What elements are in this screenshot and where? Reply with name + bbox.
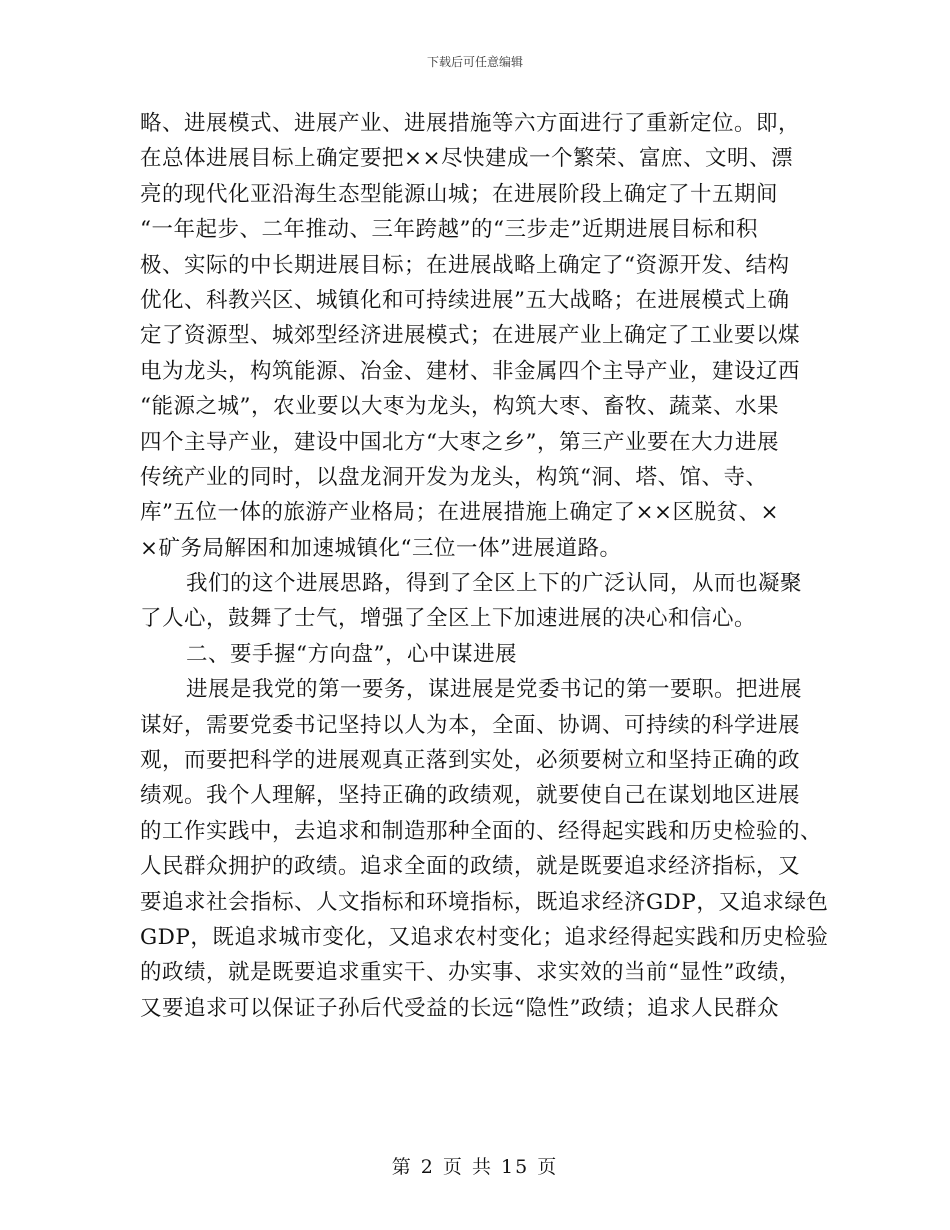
text-line: 绩观。我个人理解，坚持正确的政绩观，就要使自己在谋划地区进展 [140, 783, 801, 809]
text-line: 又要追求可以保证子孙后代受益的长远“隐性”政绩；追求人民群众 [140, 995, 779, 1021]
text-line: 人民群众拥护的政绩。追求全面的政绩，就是既要追求经济指标，又 [140, 854, 801, 880]
text-line: ×矿务局解困和加速城镇化“三位一体”进展道路。 [140, 535, 622, 561]
text-line: 的工作实践中，去追求和制造那种全面的、经得起实践和历史检验的、 [140, 818, 823, 844]
text-line: 观，而要把科学的进展观真正落到实处，必须要树立和坚持正确的政 [140, 748, 801, 774]
text-line: 的政绩，就是既要追求重实干、办实事、求实效的当前“显性”政绩， [140, 960, 801, 986]
text-line: “能源之城”，农业要以大枣为龙头，构筑大枣、畜牧、蔬菜、水果 [140, 394, 779, 420]
text-line: 谋好，需要党委书记坚持以人为本，全面、协调、可持续的科学进展 [140, 712, 801, 738]
text-line: 电为龙头，构筑能源、冶金、建材、非金属四个主导产业，建设辽西 [140, 358, 801, 384]
page-header: 下载后可任意编辑 [426, 55, 523, 69]
text-line: 定了资源型、城郊型经济进展模式；在进展产业上确定了工业要以煤 [140, 323, 801, 349]
text-line: 要追求社会指标、人文指标和环境指标，既追求经济GDP，又追求绿色 [140, 889, 829, 915]
text-line: GDP，既追求城市变化，又追求农村变化；追求经得起实践和历史检验 [140, 924, 829, 950]
paragraph-start-line: 我们的这个进展思路，得到了全区上下的广泛认同，从而也凝聚 [186, 571, 803, 597]
text-line: 优化、科教兴区、城镇化和可持续进展”五大战略；在进展模式上确 [140, 287, 790, 313]
section-heading: 二、要手握“方向盘”，心中谋进展 [186, 641, 517, 667]
document-body [140, 106, 829, 1026]
text-line: 略、进展模式、进展产业、进展措施等六方面进行了重新定位。即， [140, 111, 801, 136]
text-line: 亮的现代化亚沿海生态型能源山城；在进展阶段上确定了十五期间 [140, 181, 779, 207]
text-line: 四个主导产业，建设中国北方“大枣之乡”，第三产业要在大力进展 [140, 429, 779, 455]
text-line: 在总体进展目标上确定要把××尽快建成一个繁荣、富庶、文明、漂 [140, 146, 794, 172]
text-line: 库”五位一体的旅游产业格局；在进展措施上确定了××区脱贫、× [140, 500, 780, 526]
text-line: “一年起步、二年推动、三年跨越”的“三步走”近期进展目标和积 [140, 217, 758, 243]
page-number: 第 2 页 共 15 页 [391, 1156, 559, 1178]
text-line: 了人心，鼓舞了士气，增强了全区上下加速进展的决心和信心。 [140, 606, 757, 632]
text-line: 传统产业的同时，以盘龙洞开发为龙头，构筑“洞、塔、馆、寺、 [140, 464, 768, 490]
paragraph-start-line: 进展是我党的第一要务，谋进展是党委书记的第一要职。把进展 [186, 677, 803, 703]
text-line: 极、实际的中长期进展目标；在进展战略上确定了“资源开发、结构 [140, 252, 790, 278]
